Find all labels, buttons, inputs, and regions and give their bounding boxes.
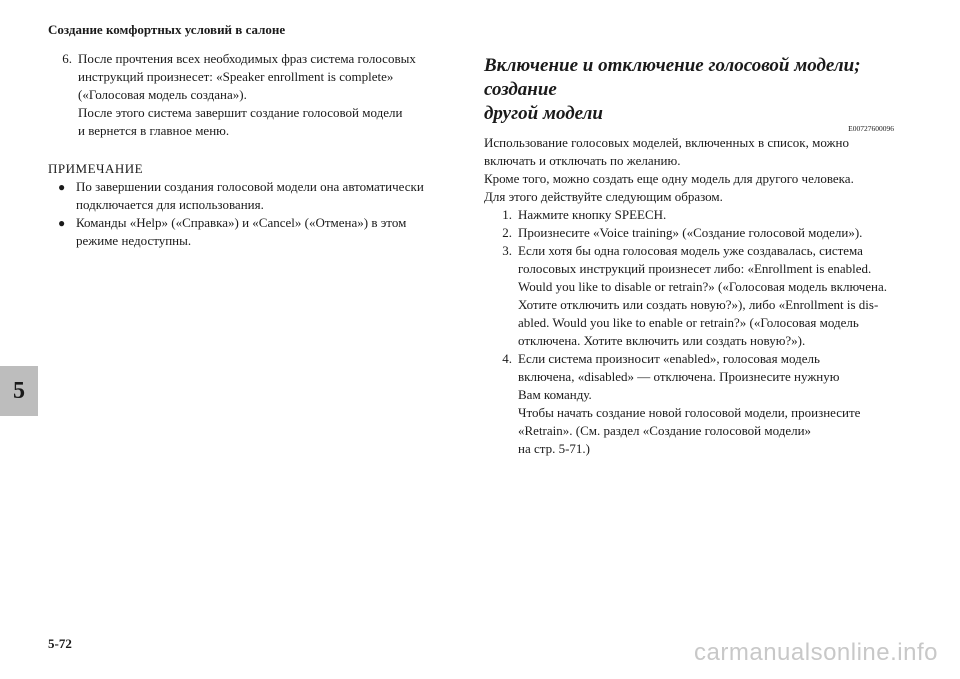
- chapter-tab: [0, 366, 38, 416]
- text-line: «Retrain». (См. раздел «Создание голосовой модели»: [518, 423, 812, 438]
- text-line: abled. Would you like to enable or retrain?» («Голосовая модель: [518, 315, 859, 330]
- text-line: («Голосовая модель создана»).: [78, 87, 247, 102]
- step-number: 6.: [62, 51, 72, 66]
- running-header: Создание комфортных условий в салоне: [48, 22, 286, 37]
- text-line: Использование голосовых моделей, включенных в список, можно: [484, 135, 849, 150]
- text-line: Если система произносит «enabled», голосовая модель: [518, 351, 820, 366]
- step-number: 3.: [502, 243, 512, 258]
- step-3: [484, 242, 894, 350]
- text-line: Если хотя бы одна голосовая модель уже создавалась, система: [518, 243, 863, 258]
- text-line: Нажмите кнопку SPEECH.: [518, 207, 667, 222]
- left-column: [48, 50, 458, 250]
- note-bullet: [48, 214, 458, 250]
- section-title: [484, 54, 894, 126]
- text-line: Would you like to disable or retrain?» («Голосовая модель включена.: [518, 279, 887, 294]
- step-4: [484, 350, 894, 458]
- bullet-icon: ●: [58, 216, 66, 230]
- text-line: После этого система завершит создание голосовой модели: [78, 105, 403, 120]
- text-line: По завершении создания голосовой модели она автоматически: [76, 179, 424, 194]
- text-line: После прочтения всех необходимых фраз система голосовых: [78, 51, 416, 66]
- text-line: Произнесите «Voice training» («Создание голосовой модели»).: [518, 225, 863, 240]
- bullet-icon: ●: [58, 180, 66, 194]
- step-number: 1.: [502, 207, 512, 222]
- intro-text: [484, 134, 894, 206]
- text-line: Чтобы начать создание новой голосовой модели, произнесите: [518, 405, 861, 420]
- note-bullet: [48, 178, 458, 214]
- text-line: на стр. 5-71.): [518, 441, 590, 456]
- chapter-number: 5: [13, 377, 25, 404]
- step-2: [484, 224, 894, 242]
- text-line: Для этого действуйте следующим образом.: [484, 189, 723, 204]
- text-line: голосовых инструкций произнесет либо: «Enrollment is enabled.: [518, 261, 872, 276]
- section-code: E00727600096: [848, 124, 894, 133]
- step-6: [48, 50, 458, 140]
- text-line: включена, «disabled» — отключена. Произнесите нужную: [518, 369, 840, 384]
- right-column: [484, 54, 894, 458]
- step-1: [484, 206, 894, 224]
- watermark: carmanualsonline.info: [694, 639, 938, 666]
- text-line: режиме недоступны.: [76, 233, 192, 248]
- text-line: отключена. Хотите включить или создать новую?»).: [518, 333, 806, 348]
- text-line: подключается для использования.: [76, 197, 264, 212]
- title-line: другой модели: [484, 103, 603, 124]
- text-line: Хотите отключить или создать новую?»), либо «Enrollment is dis-: [518, 297, 879, 312]
- text-line: и вернется в главное меню.: [78, 123, 230, 138]
- text-line: Кроме того, можно создать еще одну модель для другого человека.: [484, 171, 854, 186]
- title-line: Включение и отключение голосовой модели; создание: [484, 55, 861, 100]
- step-text: [78, 50, 458, 140]
- step-number: 2.: [502, 225, 512, 240]
- text-line: включать и отключать по желанию.: [484, 153, 681, 168]
- text-line: инструкций произнесет: «Speaker enrollment is complete»: [78, 69, 394, 84]
- step-number: 4.: [502, 351, 512, 366]
- page-number: 5-72: [48, 636, 72, 651]
- text-line: Вам команду.: [518, 387, 592, 402]
- text-line: Команды «Help» («Справка») и «Cancel» («Отмена») в этом: [76, 215, 407, 230]
- note-title: ПРИМЕЧАНИЕ: [48, 161, 144, 176]
